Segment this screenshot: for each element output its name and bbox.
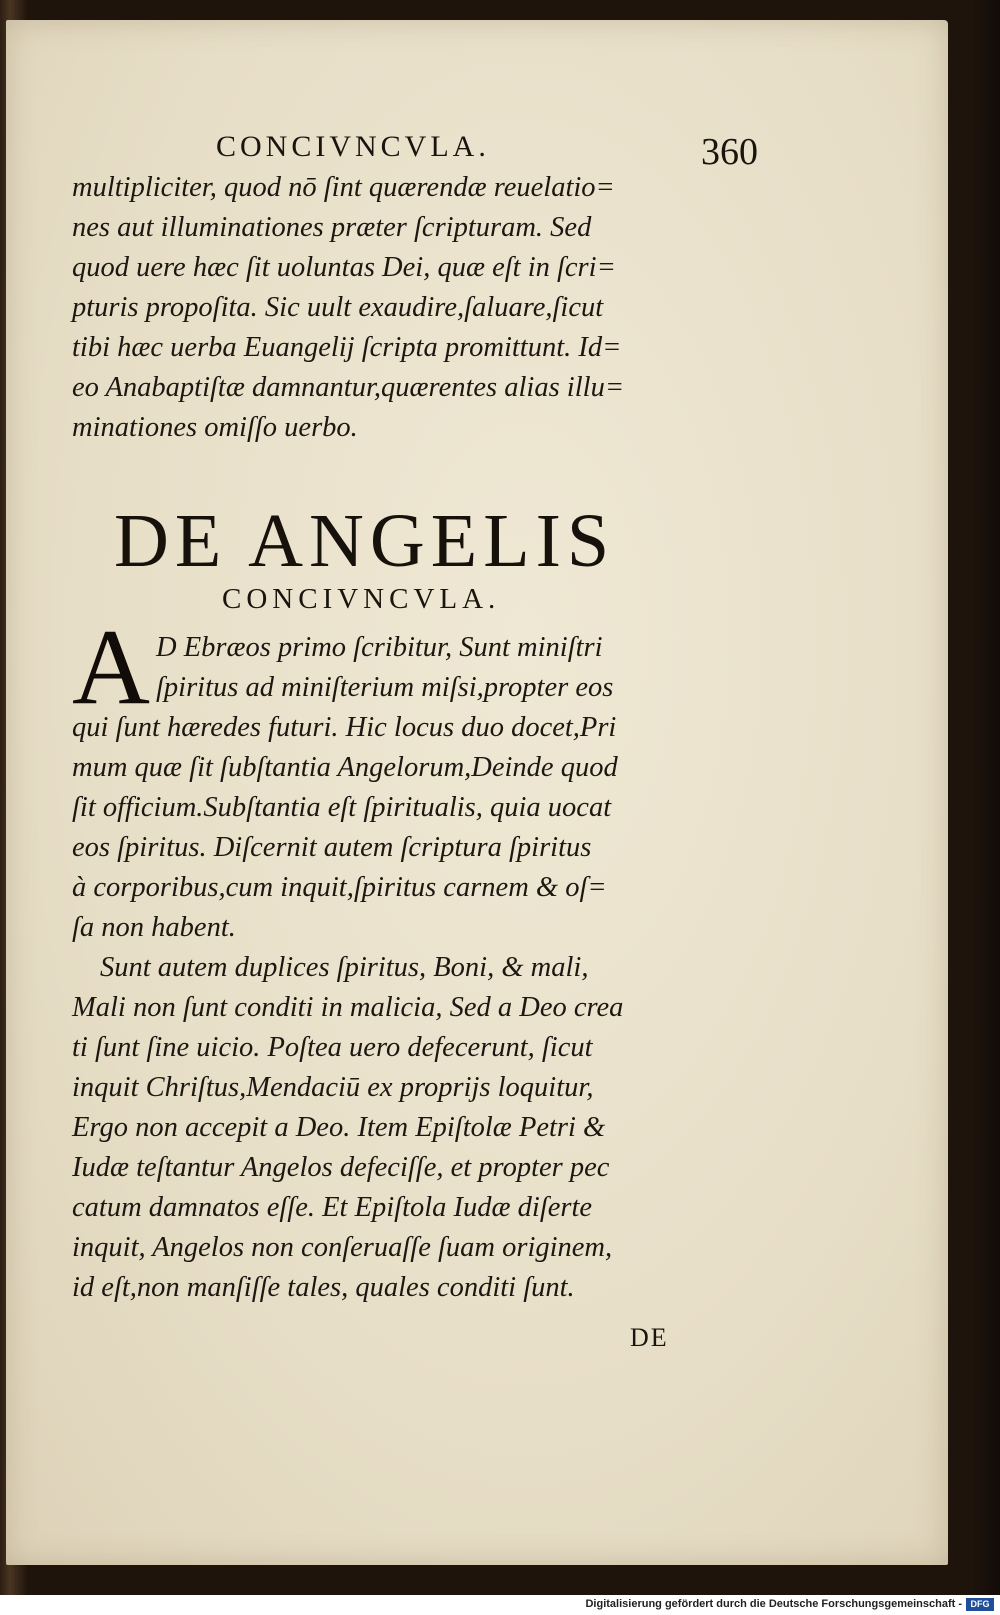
- text-line: ti ſunt ſine uicio. Poſtea uero defecerunt, ſicut: [72, 1032, 593, 1063]
- text-line: qui ſunt hæredes futuri. Hic locus duo docet,Pri: [72, 712, 617, 743]
- text-line: à corporibus,cum inquit,ſpiritus carnem & oſ=: [72, 872, 607, 903]
- catchword: DE: [630, 1323, 669, 1352]
- top-paragraph: [72, 168, 692, 448]
- paragraph-1: [72, 708, 692, 948]
- text-line: inquit, Angelos non conſeruaſſe ſuam originem,: [72, 1232, 613, 1263]
- text-line: D Ebræos primo ſcribitur, Sunt miniſtri: [156, 632, 603, 663]
- page-number: 360: [701, 131, 758, 173]
- text-line: Mali non ſunt conditi in malicia, Sed a Deo crea: [72, 992, 624, 1023]
- text-line: minationes omiſſo uerbo.: [72, 412, 358, 443]
- drop-cap: A: [72, 608, 150, 727]
- text-line: nes aut illuminationes præter ſcripturam. Sed: [72, 212, 592, 243]
- text-line: multipliciter, quod nō ſint quærendæ reuelatio=: [72, 172, 615, 203]
- running-head: CONCIVNCVLA.: [216, 130, 490, 163]
- text-line: ſa non habent.: [72, 912, 236, 943]
- text-line: Iudæ teſtantur Angelos defeciſſe, et propter pec: [72, 1152, 610, 1183]
- book-page: [6, 20, 948, 1565]
- text-line: mum quæ ſit ſubſtantia Angelorum,Deinde quod: [72, 752, 618, 783]
- text-line: eos ſpiritus. Diſcernit autem ſcriptura ſpiritus: [72, 832, 592, 863]
- section-title: DE ANGELIS: [114, 499, 616, 583]
- text-line: eo Anabaptiſtæ damnantur,quærentes alias illu=: [72, 372, 625, 403]
- text-line: inquit Chriſtus,Mendaciū ex proprijs loquitur,: [72, 1072, 594, 1103]
- section-subtitle: CONCIVNCVLA.: [222, 583, 501, 615]
- footer-credit: Digitalisierung gefördert durch die Deutsche Forschungsgemeinschaft -: [585, 1598, 962, 1610]
- text-line: Sunt autem duplices ſpiritus, Boni, & mali,: [100, 952, 589, 983]
- text-line: id eſt,non manſiſſe tales, quales conditi ſunt.: [72, 1272, 575, 1303]
- text-line: ſpiritus ad miniſterium miſsi,propter eos: [156, 672, 614, 703]
- text-line: ſit officium.Subſtantia eſt ſpiritualis, quia uocat: [72, 792, 612, 823]
- paragraph-2: [72, 948, 692, 1308]
- text-line: catum damnatos eſſe. Et Epiſtola Iudæ diſerte: [72, 1192, 593, 1223]
- text-line: quod uere hæc ſit uoluntas Dei, quæ eſt in ſcri=: [72, 252, 616, 283]
- digitization-footer: [0, 1595, 1000, 1615]
- paragraph-1-indented: [156, 628, 696, 708]
- dfg-logo: DFG: [966, 1598, 994, 1611]
- text-line: Ergo non accepit a Deo. Item Epiſtolæ Petri &: [72, 1112, 606, 1143]
- text-line: pturis propoſita. Sic uult exaudire,ſaluare,ſicut: [72, 292, 604, 323]
- text-line: tibi hæc uerba Euangelij ſcripta promittunt. Id=: [72, 332, 622, 363]
